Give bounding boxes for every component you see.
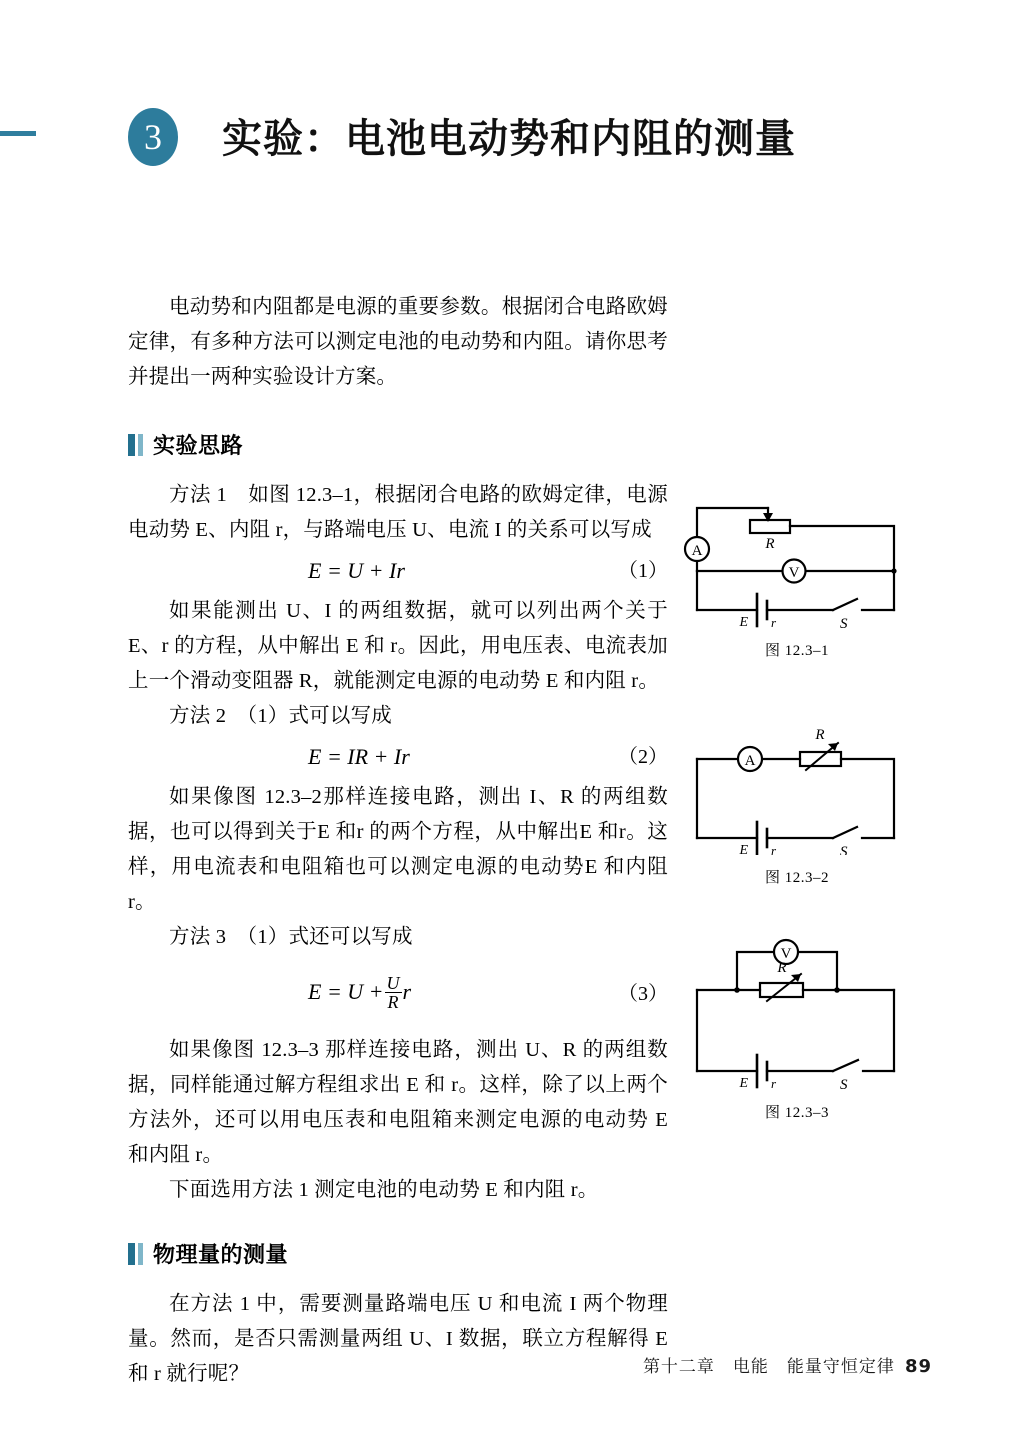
equation-3 <box>128 963 668 1023</box>
switch-label: S <box>840 1077 848 1090</box>
section-number-badge: 3 <box>128 108 178 166</box>
figure-caption: 图 12.3–1 <box>764 643 829 659</box>
section-marker-icon <box>128 434 143 456</box>
quantity-measurement-paragraph: 在方法 1 中，需要测量路端电压 U 和电流 I 两个物理量。然而，是否只需测量两组 U、I 数据，联立方程解得 E 和 r 就行呢？ <box>128 1293 668 1385</box>
emf-label: E <box>739 615 748 630</box>
method3-after-paragraph: 如果像图 12.3–3 那样连接电路，测出 U、R 的两组数据，同样能通过解方程组求出 E 和 r。这样，除了以上两个方法外，还可以用电压表和电阻箱来测定电源的电动势 E 和内阻 r。 <box>128 1039 668 1166</box>
main-text-column <box>128 290 668 1392</box>
voltmeter-label: V <box>788 565 800 581</box>
junction-dot <box>734 987 740 993</box>
page-edge-marker <box>0 131 36 136</box>
ammeter-label: A <box>691 543 703 559</box>
equation-1-number: （1） <box>618 560 668 582</box>
internal-resistance-label: r <box>771 1076 777 1090</box>
internal-resistance-label: r <box>771 615 777 630</box>
method-closing-paragraph: 下面选用方法 1 测定电池的电动势 E 和内阻 r。 <box>169 1179 599 1201</box>
emf-label: E <box>739 843 748 855</box>
junction-dot <box>834 987 840 993</box>
equation-3-number: （3） <box>618 983 668 1005</box>
method3-intro-paragraph: 方法 3 （1）式还可以写成 <box>169 926 413 948</box>
figure-caption: 图 12.3–3 <box>764 1105 829 1121</box>
circuit-diagram-3 <box>672 930 932 1090</box>
method1-intro-paragraph: 方法 1 如图 12.3–1，根据闭合电路的欧姆定律，电源电动势 E、内阻 r，与路端电压 U、电流 I 的关系可以写成 <box>128 484 668 541</box>
method1-after-paragraph: 如果能测出 U、I 的两组数据，就可以列出两个关于 E、r 的方程，从中解出 E 和 r。因此，用电压表、电流表加上一个滑动变阻器 R，就能测定电源的电动势 E 和内阻 r。 <box>128 600 668 692</box>
equation-3-denominator: R <box>385 992 402 1012</box>
equation-2-body: E = IR + Ir <box>308 744 410 769</box>
equation-3-lhs: E = U + <box>308 979 384 1004</box>
section-heading-label: 实验思路 <box>153 434 244 459</box>
equation-3-numerator: U <box>386 972 400 993</box>
equation-3-fraction <box>385 974 402 1013</box>
resistance-box-label: R <box>815 727 825 743</box>
figure-12-3-3 <box>672 930 932 1122</box>
method2-intro-paragraph: 方法 2 （1）式可以写成 <box>169 705 392 727</box>
equation-1-body: E = U + Ir <box>308 558 405 583</box>
method2-after-paragraph: 如果像图 12.3–2那样连接电路，测出 I、R 的两组数据，也可以得到关于E 和r 的两个方程，从中解出E 和r。这样，用电流表和电阻箱也可以测定电源的电动势E 和内阻r。 <box>128 786 668 913</box>
resistance-box-label: R <box>777 960 787 976</box>
switch-label: S <box>840 616 848 632</box>
section-heading-quantity-measurement <box>128 1238 668 1269</box>
emf-label: E <box>739 1076 748 1090</box>
junction-dot <box>891 568 896 573</box>
equation-2 <box>128 738 668 776</box>
section-heading-experiment-idea <box>128 429 668 460</box>
ammeter-label: A <box>744 753 756 769</box>
footer-chapter-label: 第十二章 电能 能量守恒定律 <box>642 1357 895 1377</box>
intro-paragraph: 电动势和内阻都是电源的重要参数。根据闭合电路欧姆定律，有多种方法可以测定电池的电动势和内阻。请你思考并提出一两种实验设计方案。 <box>128 296 668 388</box>
equation-2-number: （2） <box>618 746 668 768</box>
switch-label: S <box>840 844 848 855</box>
internal-resistance-label: r <box>771 843 777 855</box>
equation-1 <box>128 552 668 590</box>
rheostat-label: R <box>765 536 775 552</box>
voltmeter-label: V <box>780 946 792 962</box>
section-marker-icon <box>128 1243 143 1265</box>
page-title: 实验：电池电动势和内阻的测量 <box>222 115 796 162</box>
equation-3-rhs: r <box>402 979 412 1004</box>
circuit-diagram-1 <box>672 482 932 632</box>
page-footer <box>643 1352 932 1377</box>
figure-12-3-1 <box>672 482 932 660</box>
circuit-diagram-2 <box>672 725 932 855</box>
equation-3-body <box>308 973 411 1013</box>
figure-12-3-2 <box>672 725 932 887</box>
section-heading-label: 物理量的测量 <box>153 1243 289 1268</box>
page-number: 89 <box>904 1356 932 1377</box>
figure-caption: 图 12.3–2 <box>764 870 829 886</box>
